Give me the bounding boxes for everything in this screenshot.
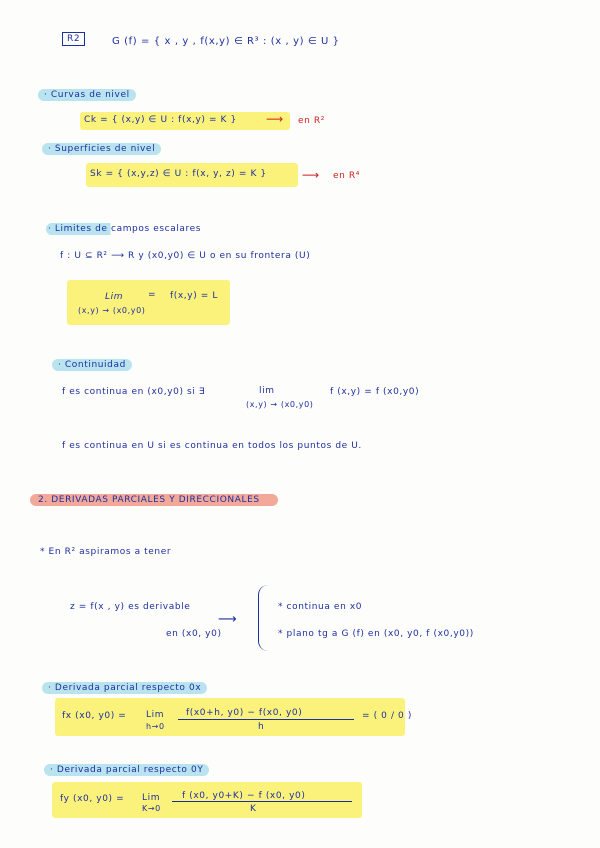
continuidad-line2: f es continua en U si es continua en todos los puntos de U.	[62, 441, 362, 451]
limites-tag: · Limites de campos escalares	[46, 224, 207, 234]
continuidad-lim-sub: (x,y) → (x0,y0)	[246, 400, 314, 409]
limites-domain-line: f : U ⊆ R² ⟶ R y (x0,y0) ∈ U o en su frontera (U)	[60, 251, 311, 261]
parcial-x-lim-sub: h→0	[146, 722, 165, 731]
superficies-where: en R⁴	[333, 171, 360, 181]
curvas-formula: Ck = { (x,y) ∈ U : f(x,y) = K }	[84, 115, 237, 125]
curvas-where: en R²	[298, 116, 325, 126]
section-2-title: 2. DERIVADAS PARCIALES Y DIRECCIONALES	[30, 494, 278, 506]
parcial-x-denominator: h	[258, 722, 265, 732]
parcial-x-numerator: f(x0+h, y0) − f(x0, y0)	[186, 708, 303, 718]
parcial-y-numerator: f (x0, y0+K) − f (x0, y0)	[182, 791, 306, 801]
continuidad-line1-a: f es continua en (x0,y0) si ∃	[62, 387, 206, 397]
parcial-x-tag: · Derivada parcial respecto 0x	[42, 682, 207, 694]
curvas-tag: · Curvas de nivel	[38, 89, 136, 101]
brace-item-1: * continua en x0	[278, 602, 363, 612]
limites-lim-sub: (x,y) → (x0,y0)	[78, 306, 146, 315]
z-derivable-line: z = f(x , y) es derivable	[70, 602, 191, 612]
superficies-tag: · Superficies de nivel	[42, 143, 161, 155]
superficies-arrow-icon: ⟶	[302, 168, 320, 182]
brace-item-2: * plano tg a G (f) en (x0, y0, f (x0,y0))	[278, 629, 474, 639]
superficies-formula: Sk = { (x,y,z) ∈ U : f(x, y, z) = K }	[90, 169, 267, 179]
parcial-x-lim: Lim	[146, 710, 165, 720]
parcial-y-lim: Lim	[142, 793, 161, 803]
implies-arrow-icon: ⟶	[218, 612, 238, 627]
limites-lim-eq: =	[148, 290, 157, 300]
section-number-box	[62, 32, 85, 46]
parcial-y-denominator: K	[250, 804, 257, 814]
graph-definition: G (f) = { x , y , f(x,y) ∈ R³ : (x , y) ∈ U }	[112, 36, 340, 47]
continuidad-lim-word: lim	[259, 386, 275, 396]
parcial-y-tag: · Derivada parcial respecto 0Y	[44, 764, 209, 776]
continuidad-line1-b: f (x,y) = f (x0,y0)	[330, 387, 420, 397]
section-number: R2	[67, 34, 81, 44]
parcial-x-result: = ( 0 / 0 )	[362, 711, 412, 721]
continuidad-tag: · Continuidad	[52, 359, 132, 371]
parcial-y-lhs: fy (x0, y0) =	[60, 794, 125, 804]
limites-lim-value: f(x,y) = L	[170, 291, 218, 301]
limites-highlight	[67, 280, 230, 325]
parcial-x-lhs: fx (x0, y0) =	[62, 711, 127, 721]
brace-icon	[258, 585, 269, 651]
limites-lim-word: Lim	[105, 292, 124, 302]
parcial-x-fraction-bar	[178, 719, 354, 720]
aspiramos-line: * En R² aspiramos a tener	[40, 547, 172, 557]
curvas-arrow-icon: ⟶	[266, 112, 284, 126]
en-point-line: en (x0, y0)	[166, 629, 222, 639]
parcial-y-lim-sub: K→0	[142, 804, 161, 813]
parcial-y-fraction-bar	[172, 801, 352, 802]
